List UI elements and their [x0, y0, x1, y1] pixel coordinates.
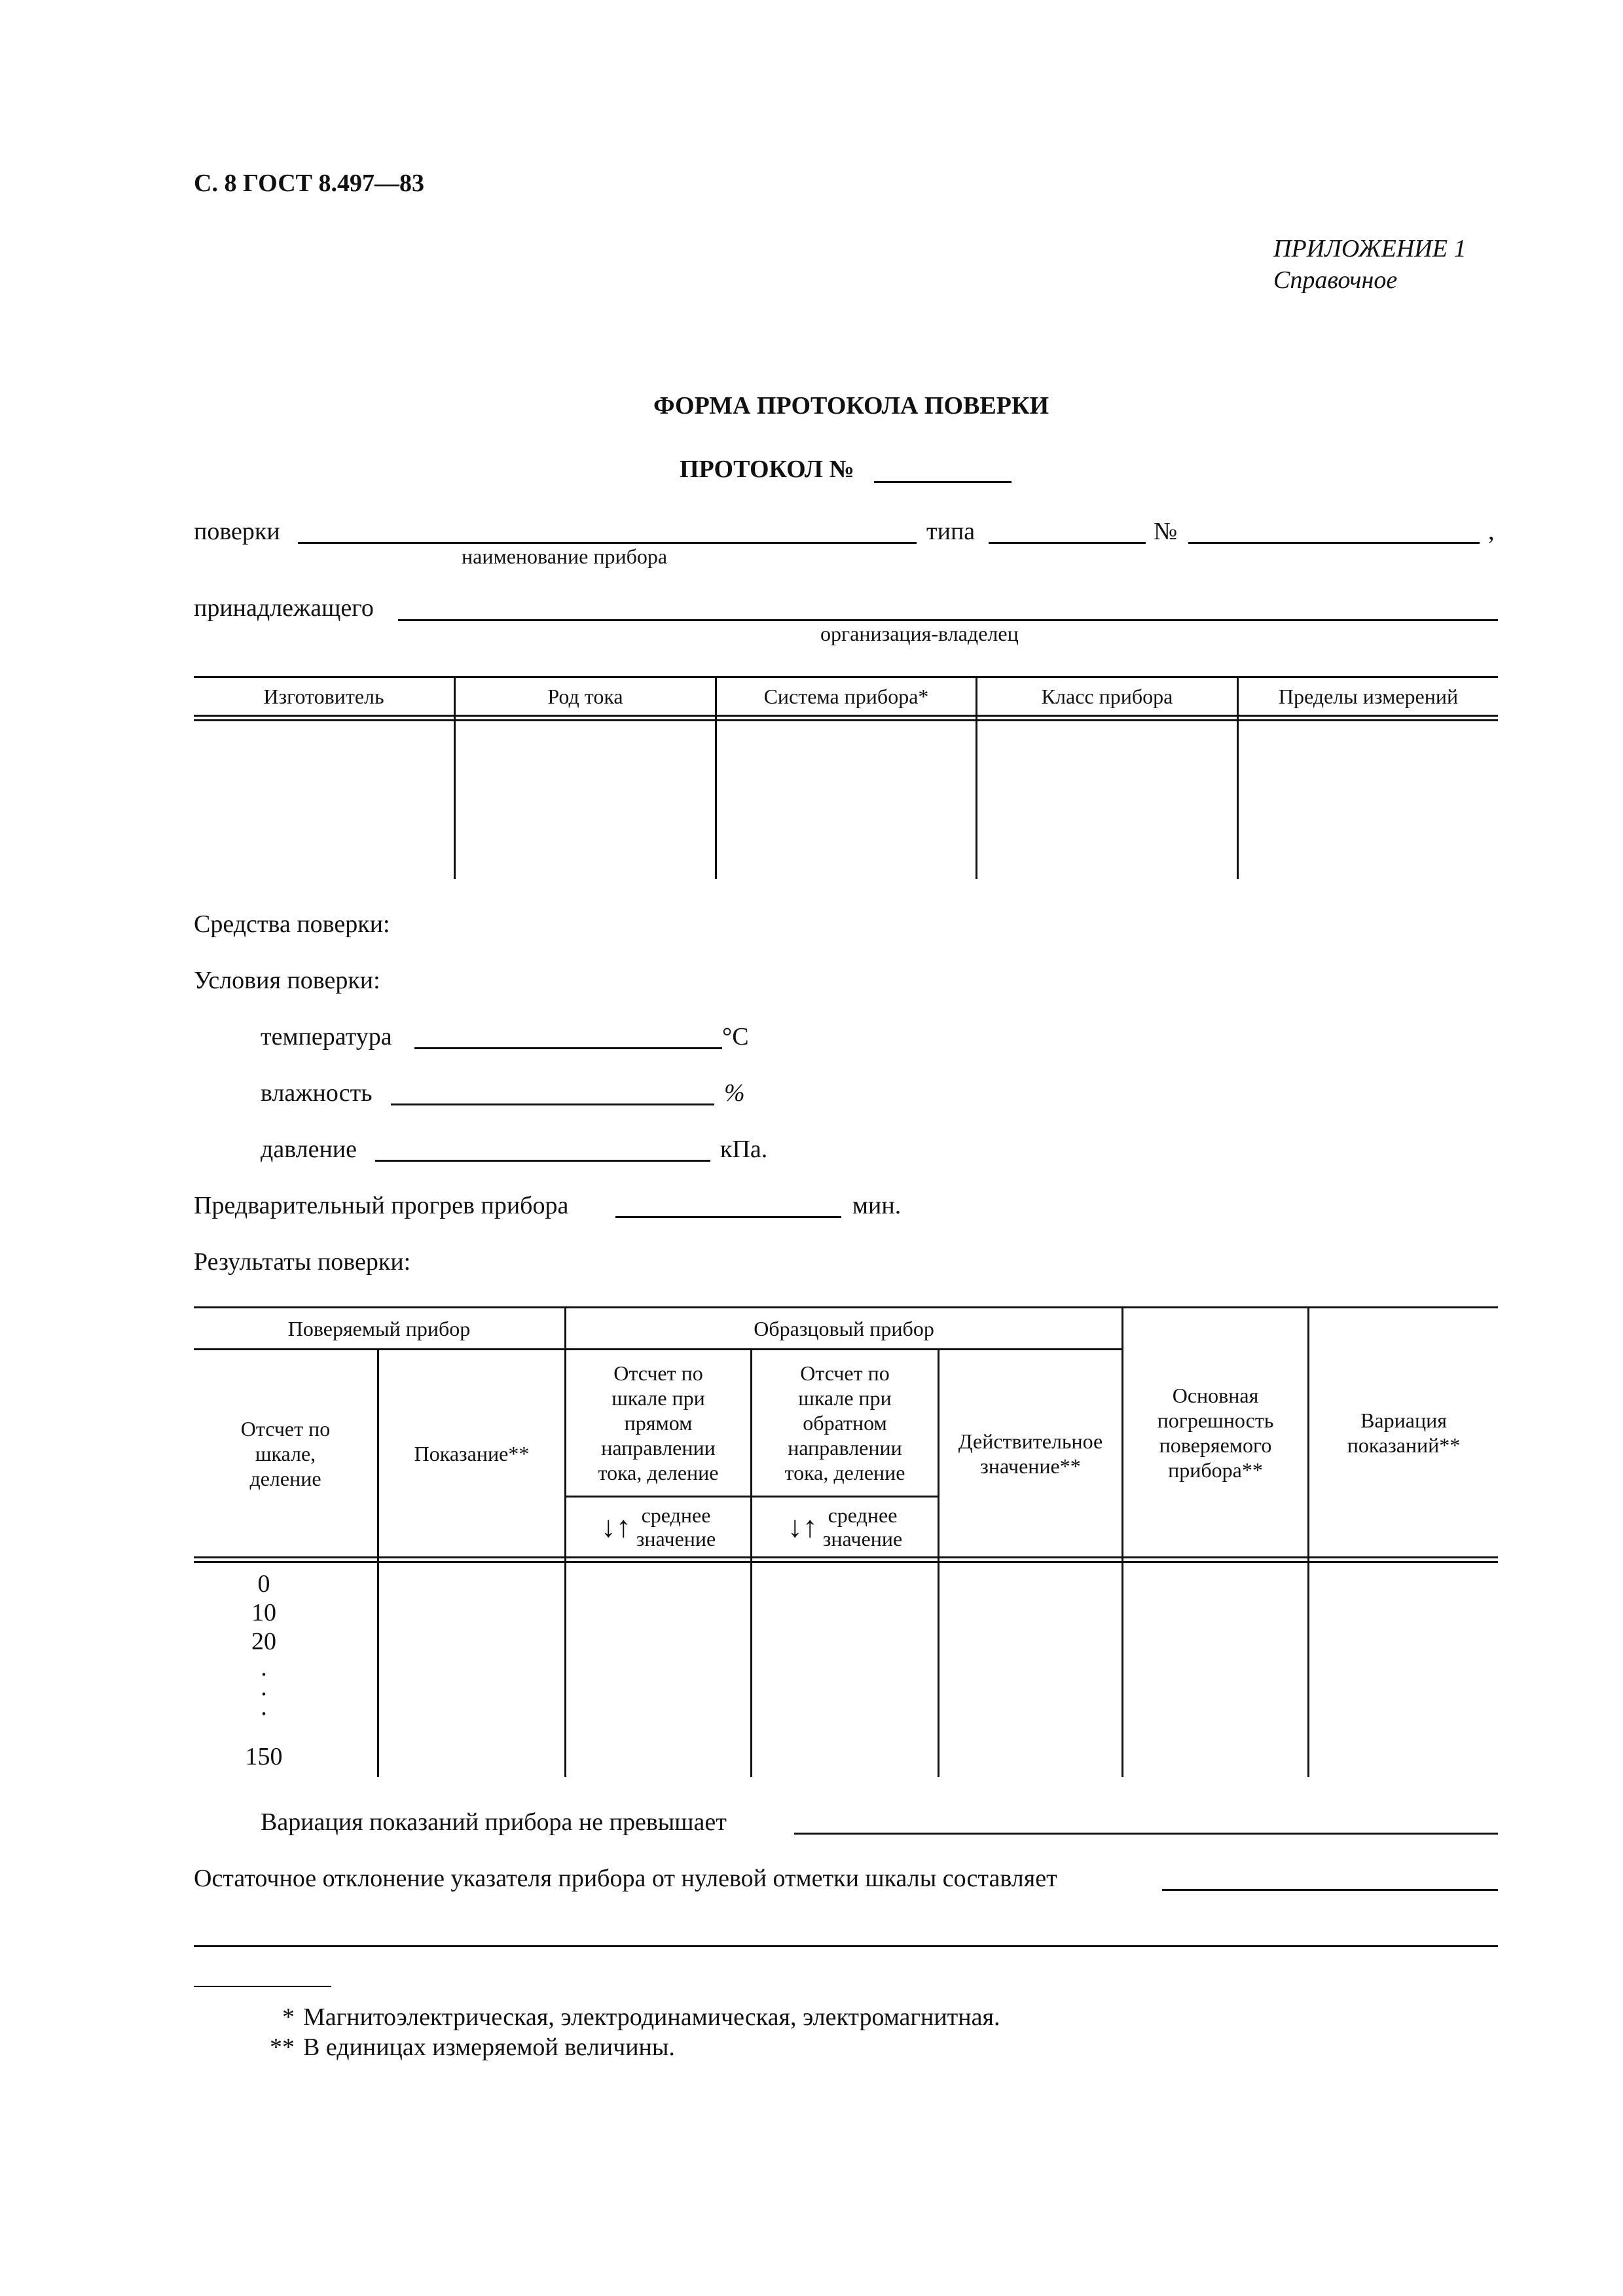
type-label: типа [926, 518, 976, 545]
protocol-label: ПРОТОКОЛ № [680, 456, 854, 483]
header-current-type: Род тока [547, 685, 623, 708]
scale-value: 150 [245, 1743, 283, 1770]
header-reverse-reading: Отсчет по шкале при обратном направлении тока, деление [784, 1361, 905, 1484]
humidity-unit: % [724, 1079, 745, 1107]
header-device-class: Класс прибора [1041, 685, 1173, 708]
protocol-number-field[interactable] [874, 481, 1012, 483]
footnote-separator [194, 1986, 331, 1987]
group-tested-device: Поверяемый прибор [287, 1316, 471, 1340]
device-name-field[interactable] [298, 542, 917, 544]
warmup-unit: мин. [852, 1192, 902, 1219]
header-basic-error: Основная погрешность поверяемого прибора** [1157, 1383, 1274, 1482]
humidity-label: влажность [261, 1079, 373, 1107]
document-title: ФОРМА ПРОТОКОЛА ПОВЕРКИ [653, 392, 1049, 420]
deviation-field[interactable] [1162, 1889, 1498, 1891]
scale-value: 0 [257, 1570, 270, 1598]
scale-value: 10 [251, 1599, 276, 1626]
footnote-text: Магнитоэлектрическая, электродинамическая, электромагнитная. [303, 2003, 1000, 2031]
conditions-label: Условия поверки: [194, 967, 380, 994]
means-label: Средства поверки: [194, 910, 390, 938]
header-forward-reading: Отсчет по шкале при прямом направлении тока, деление [598, 1361, 719, 1484]
footnote-mark: ** [270, 2034, 295, 2061]
number-label: № [1154, 518, 1178, 545]
header-measurement-limits: Пределы измерений [1278, 685, 1459, 708]
variation-statement: Вариация показаний прибора не превышает [261, 1808, 727, 1836]
comma: , [1488, 518, 1495, 545]
header-scale-reading: Отсчет по шкале, деление [240, 1416, 331, 1490]
page-reference: С. 8 ГОСТ 8.497—83 [194, 170, 424, 197]
warmup-label: Предварительный прогрев прибора [194, 1192, 569, 1219]
warmup-field[interactable] [615, 1216, 841, 1218]
device-number-field[interactable] [1188, 542, 1480, 544]
pressure-unit: кПа. [720, 1136, 768, 1163]
header-indication: Показание** [414, 1441, 530, 1465]
forward-mean-subheader: ↓↑ среднее значение [600, 1503, 716, 1551]
deviation-statement: Остаточное отклонение указателя прибора от нулевой отметки шкалы составляет [194, 1865, 1057, 1892]
humidity-field[interactable] [391, 1103, 714, 1105]
header-variation: Вариация показаний** [1347, 1408, 1461, 1457]
header-manufacturer: Изготовитель [263, 685, 384, 708]
deviation-continuation-field[interactable] [194, 1945, 1498, 1947]
footnote-mark: * [282, 2003, 295, 2031]
temperature-field[interactable] [414, 1047, 722, 1049]
arrows-down-up-icon: ↓↑ [787, 1510, 818, 1543]
header-device-system: Система прибора* [763, 685, 929, 708]
arrows-down-up-icon: ↓↑ [600, 1510, 631, 1543]
temperature-label: температура [261, 1023, 392, 1050]
pressure-label: давление [261, 1136, 357, 1163]
scale-value: . [261, 1693, 267, 1721]
owner-caption: организация-владелец [820, 622, 1019, 645]
reverse-mean-subheader: ↓↑ среднее значение [787, 1503, 903, 1551]
scale-value: . [261, 1674, 267, 1701]
owner-label: принадлежащего [194, 594, 374, 622]
appendix-note: Справочное [1273, 266, 1398, 294]
header-actual-value: Действительное значение** [958, 1429, 1103, 1478]
footnote-text: В единицах измеряемой величины. [303, 2034, 675, 2061]
verify-label: поверки [194, 518, 280, 545]
group-reference-device: Образцовый прибор [754, 1316, 934, 1340]
pressure-field[interactable] [375, 1160, 710, 1162]
variation-field[interactable] [794, 1833, 1498, 1835]
device-name-caption: наименование прибора [462, 545, 668, 568]
owner-field[interactable] [398, 619, 1498, 621]
scale-value: 20 [251, 1628, 276, 1655]
scale-value: . [261, 1654, 267, 1681]
appendix-label: ПРИЛОЖЕНИЕ 1 [1273, 235, 1467, 262]
temperature-unit: °С [722, 1023, 749, 1050]
results-label: Результаты поверки: [194, 1248, 411, 1276]
device-type-field[interactable] [989, 542, 1146, 544]
